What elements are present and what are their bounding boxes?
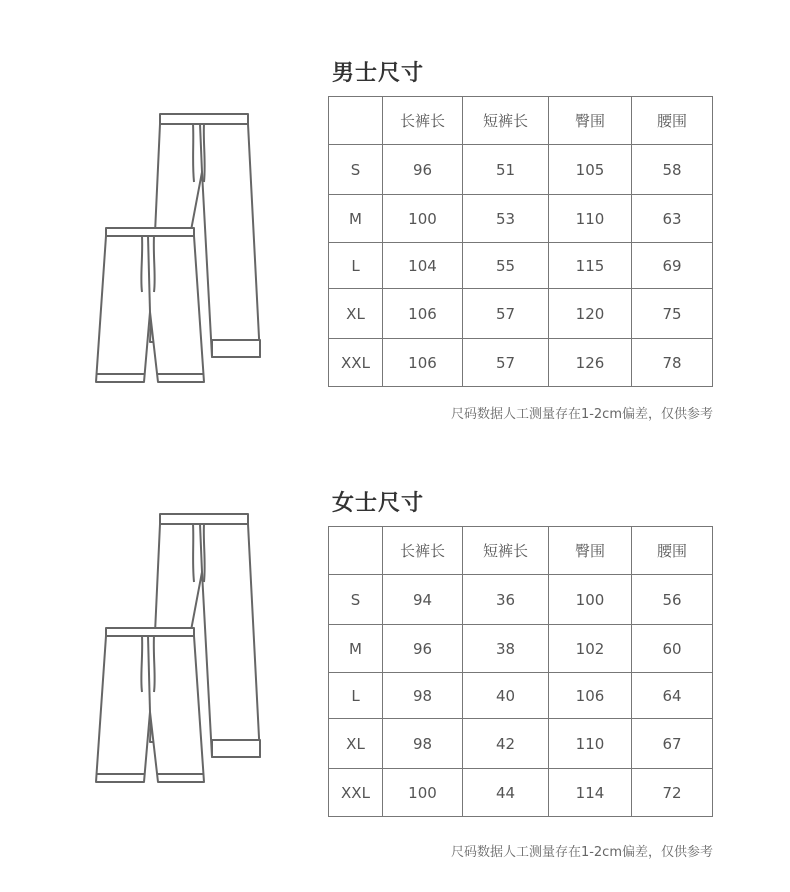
table-cell: 104 <box>383 243 463 289</box>
table-cell: 106 <box>383 289 463 339</box>
table-cell: 106 <box>549 673 632 719</box>
table-cell: 78 <box>632 339 713 387</box>
header-cell: 长裤长 <box>383 97 463 145</box>
table-cell: 60 <box>632 625 713 673</box>
table-cell: 56 <box>632 575 713 625</box>
size-cell: XL <box>329 719 383 769</box>
table-row <box>329 769 713 817</box>
table-row <box>329 289 713 339</box>
size-cell: S <box>329 575 383 625</box>
header-cell: 臀围 <box>549 527 632 575</box>
table-cell: 98 <box>383 673 463 719</box>
table-cell: 94 <box>383 575 463 625</box>
table-cell: 51 <box>463 145 549 195</box>
table-cell: 44 <box>463 769 549 817</box>
header-cell: 短裤长 <box>463 527 549 575</box>
table-cell: 55 <box>463 243 549 289</box>
table-cell: 96 <box>383 145 463 195</box>
header-cell: 腰围 <box>632 97 713 145</box>
table-cell: 96 <box>383 625 463 673</box>
table-header-row <box>329 527 713 575</box>
table-cell: 115 <box>549 243 632 289</box>
table-cell: 40 <box>463 673 549 719</box>
table-cell: 57 <box>463 289 549 339</box>
header-cell <box>329 97 383 145</box>
table-cell: 126 <box>549 339 632 387</box>
table-cell: 58 <box>632 145 713 195</box>
table-cell: 98 <box>383 719 463 769</box>
section-title: 女士尺寸 <box>332 491 425 516</box>
table-row <box>329 719 713 769</box>
section-title: 男士尺寸 <box>332 61 425 86</box>
table-cell: 114 <box>549 769 632 817</box>
table-row <box>329 145 713 195</box>
pants-illustration-icon <box>90 512 270 787</box>
size-cell: M <box>329 625 383 673</box>
table-cell: 67 <box>632 719 713 769</box>
table-row <box>329 339 713 387</box>
table-row <box>329 195 713 243</box>
table-cell: 100 <box>549 575 632 625</box>
pants-line-art <box>90 512 270 787</box>
table-cell: 75 <box>632 289 713 339</box>
table-cell: 110 <box>549 195 632 243</box>
table-row <box>329 243 713 289</box>
size-cell: S <box>329 145 383 195</box>
size-cell: L <box>329 673 383 719</box>
size-cell: L <box>329 243 383 289</box>
header-cell: 臀围 <box>549 97 632 145</box>
table-cell: 57 <box>463 339 549 387</box>
header-cell: 长裤长 <box>383 527 463 575</box>
pants-line-art <box>90 112 270 387</box>
size-cell: XXL <box>329 339 383 387</box>
table-header-row <box>329 97 713 145</box>
measurement-note: 尺码数据人工测量存在1-2cm偏差，仅供参考 <box>450 845 713 860</box>
header-cell <box>329 527 383 575</box>
table-cell: 110 <box>549 719 632 769</box>
table-cell: 36 <box>463 575 549 625</box>
table-cell: 120 <box>549 289 632 339</box>
size-cell: M <box>329 195 383 243</box>
pants-illustration-icon <box>90 112 270 387</box>
table-cell: 69 <box>632 243 713 289</box>
table-row <box>329 625 713 673</box>
size-cell: XL <box>329 289 383 339</box>
measurement-note: 尺码数据人工测量存在1-2cm偏差，仅供参考 <box>450 407 713 422</box>
table-row <box>329 575 713 625</box>
men-size-table <box>328 96 713 387</box>
table-cell: 38 <box>463 625 549 673</box>
size-cell: XXL <box>329 769 383 817</box>
table-cell: 63 <box>632 195 713 243</box>
table-cell: 106 <box>383 339 463 387</box>
table-cell: 53 <box>463 195 549 243</box>
table-cell: 64 <box>632 673 713 719</box>
table-cell: 72 <box>632 769 713 817</box>
women-size-table <box>328 526 713 817</box>
table-cell: 102 <box>549 625 632 673</box>
table-cell: 105 <box>549 145 632 195</box>
table-cell: 100 <box>383 195 463 243</box>
header-cell: 腰围 <box>632 527 713 575</box>
table-cell: 100 <box>383 769 463 817</box>
table-row <box>329 673 713 719</box>
header-cell: 短裤长 <box>463 97 549 145</box>
table-cell: 42 <box>463 719 549 769</box>
